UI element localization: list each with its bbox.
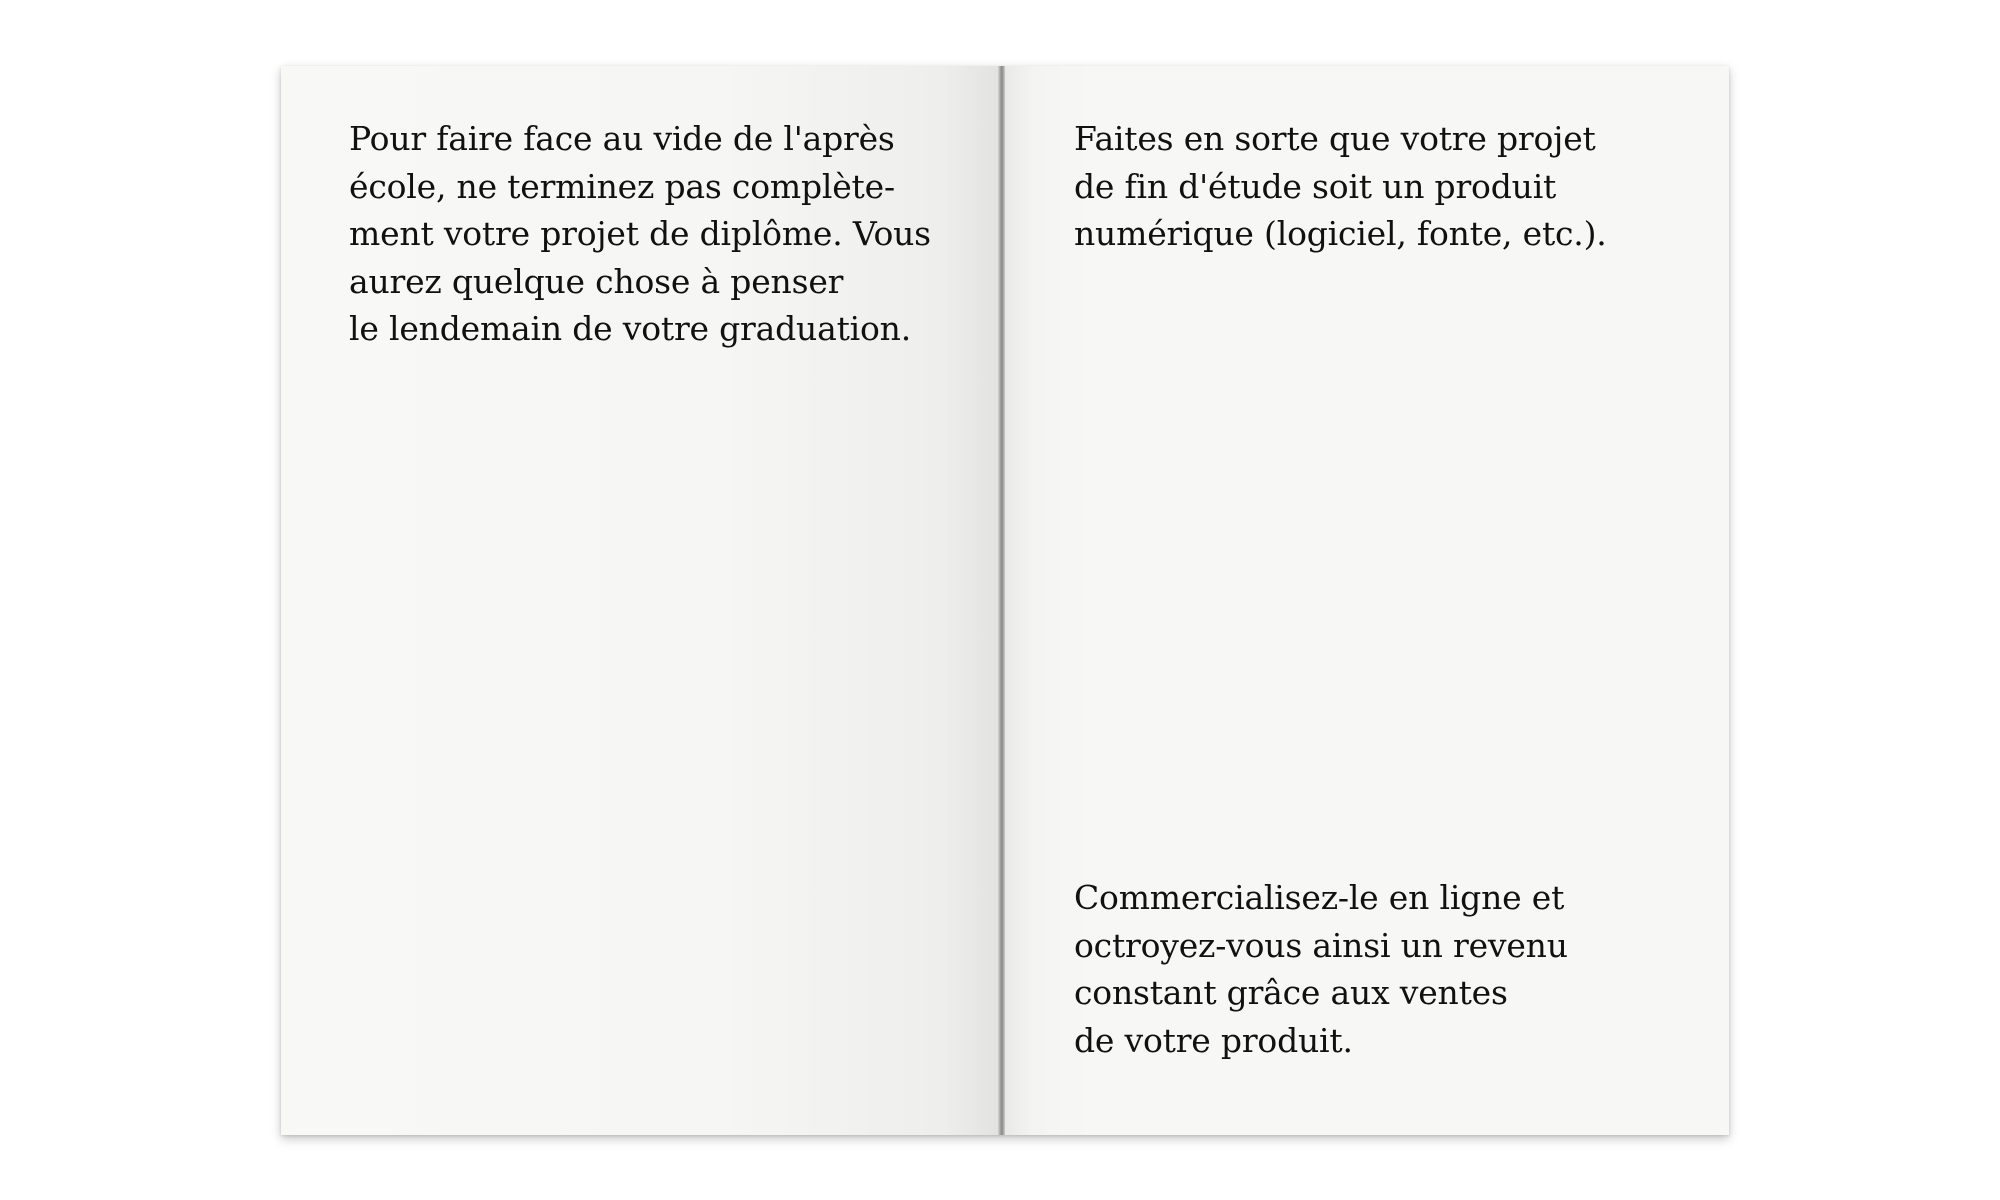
right-page-top-paragraph: [1074, 115, 1607, 258]
text-line: ment votre projet de diplôme. Vous: [349, 214, 931, 253]
text-line: constant grâce aux ventes: [1074, 973, 1508, 1012]
text-line: le lendemain de votre graduation.: [349, 309, 911, 348]
right-page-bottom-paragraph: [1074, 874, 1568, 1064]
booklet-spread: [281, 66, 1729, 1135]
text-line: Pour faire face au vide de l'après: [349, 119, 895, 158]
text-line: octroyez-vous ainsi un revenu: [1074, 925, 1568, 965]
text-line: de votre produit.: [1074, 1020, 1353, 1060]
text-line: école, ne terminez pas complète-: [349, 166, 895, 206]
text-line: Faites en sorte que votre projet: [1074, 119, 1596, 158]
left-page-paragraph: [349, 115, 931, 353]
text-line: de fin d'étude soit un produit: [1074, 166, 1557, 206]
text-line: aurez quelque chose à penser: [349, 261, 844, 301]
left-page: [281, 66, 1001, 1135]
text-line: Commercialisez-le en ligne et: [1074, 878, 1565, 917]
text-line: numérique (logiciel, fonte, etc.).: [1074, 214, 1607, 253]
right-page: [1005, 66, 1729, 1135]
